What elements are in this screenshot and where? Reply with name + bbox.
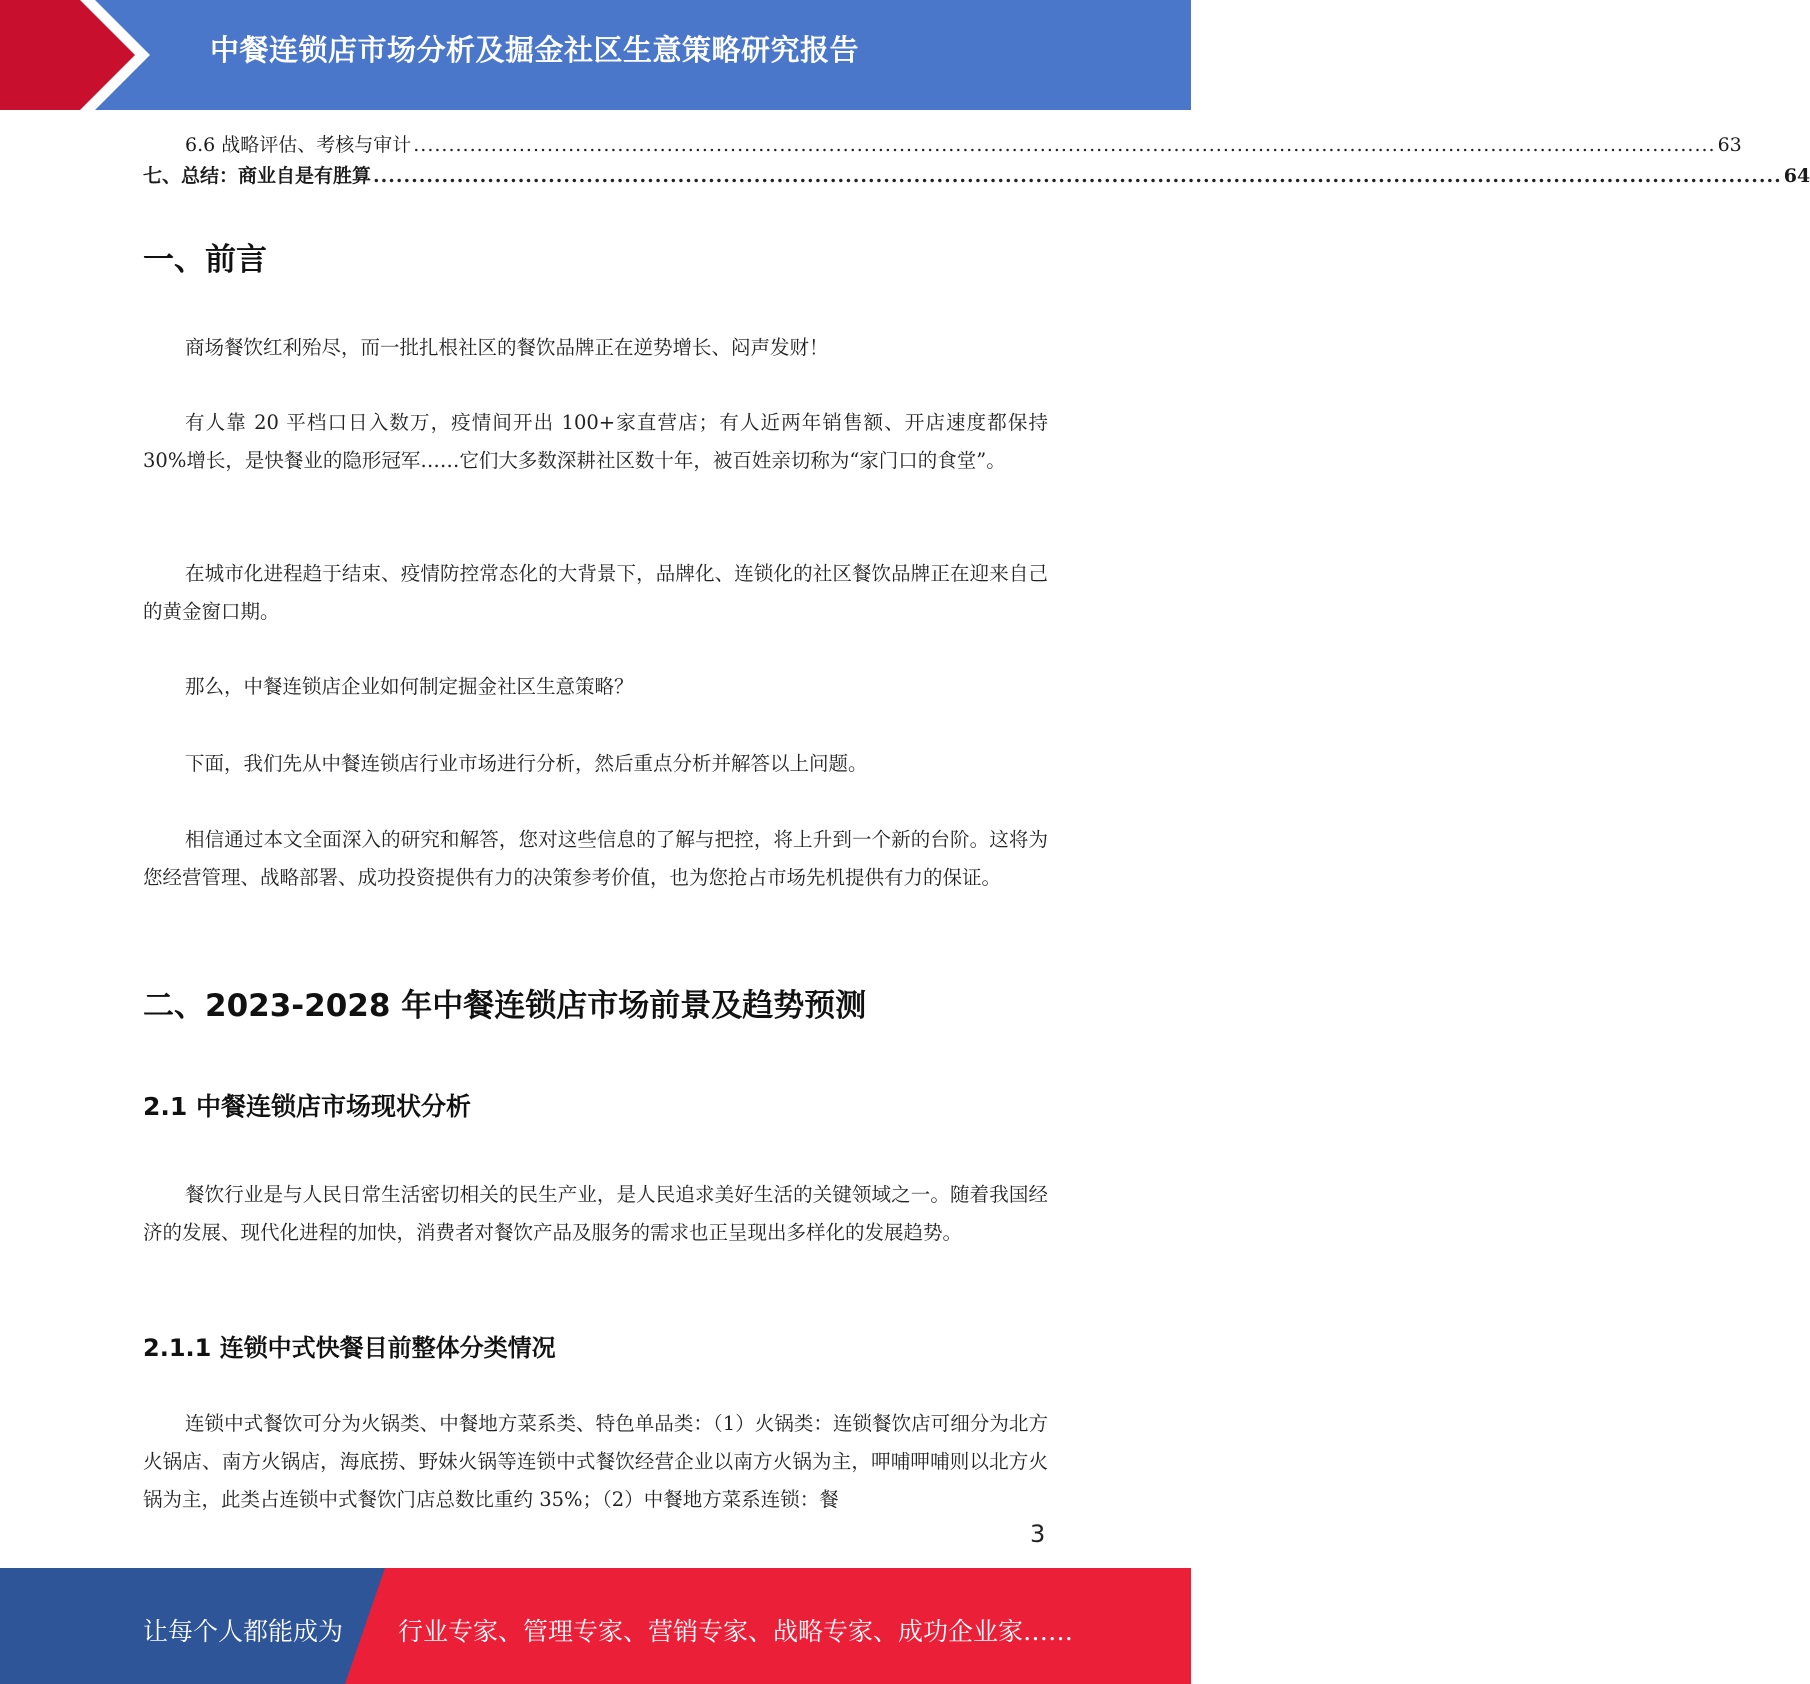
- toc-entry-page: 64: [1783, 165, 1810, 187]
- header-banner: [0, 0, 1191, 110]
- body-paragraph: 餐饮行业是与人民日常生活密切相关的民生产业，是人民追求美好生活的关键领域之一。随着我国经济的发展、现代化进程的加快，消费者对餐饮产品及服务的需求也正呈现出多样化的发展趋势。: [143, 1183, 1048, 1244]
- subsection-heading: 2.1 中餐连锁店市场现状分析: [143, 1092, 471, 1121]
- toc-leader-dots: .........................................................................................................................................................................................: [373, 165, 1782, 187]
- toc-entry[interactable]: [143, 161, 1810, 187]
- section-heading-preface: 一、前言: [143, 242, 267, 278]
- body-paragraph: 连锁中式餐饮可分为火锅类、中餐地方菜系类、特色单品类：（1）火锅类：连锁餐饮店可细分为北方火锅店、南方火锅店，海底捞、野妹火锅等连锁中式餐饮经营企业以南方火锅为主，呷哺呷哺则以北方火锅为主，此类占连锁中式餐饮门店总数比重约 35%；（2）中餐地方菜系连锁：餐: [143, 1412, 1048, 1511]
- section-heading-forecast: 二、2023-2028 年中餐连锁店市场前景及趋势预测: [143, 988, 867, 1024]
- body-paragraph: 相信通过本文全面深入的研究和解答，您对这些信息的了解与把控，将上升到一个新的台阶。这将为您经营管理、战略部署、成功投资提供有力的决策参考价值，也为您抢占市场先机提供有力的保证。: [143, 828, 1048, 889]
- footer-slogan-left: 让每个人都能成为: [143, 1617, 344, 1646]
- body-paragraph: 在城市化进程趋于结束、疫情防控常态化的大背景下，品牌化、连锁化的社区餐饮品牌正在迎来自己的黄金窗口期。: [143, 562, 1048, 623]
- toc-entry-label: 七、总结：商业自是有胜算: [143, 165, 372, 187]
- footer-slogan-right: 行业专家、管理专家、营销专家、战略专家、成功企业家……: [398, 1617, 1074, 1646]
- page-number: 3: [1030, 1520, 1046, 1548]
- body-paragraph: 有人靠 20 平档口日入数万，疫情间开出 100+家直营店；有人近两年销售额、开店速度都保持 30%增长，是快餐业的隐形冠军……它们大多数深耕社区数十年，被百姓亲切称为“家门口的食堂”。: [143, 411, 1048, 472]
- body-paragraph: 下面，我们先从中餐连锁店行业市场进行分析，然后重点分析并解答以上问题。: [185, 752, 868, 775]
- toc-leader-dots: .........................................................................................................................................................................................: [413, 134, 1716, 156]
- body-paragraph: 那么，中餐连锁店企业如何制定掘金社区生意策略？: [185, 675, 634, 698]
- toc-entry-label: 6.6 战略评估、考核与审计: [185, 134, 412, 156]
- toc-entry-page: 63: [1717, 134, 1742, 156]
- toc-entry[interactable]: [185, 130, 1742, 156]
- footer-banner: [0, 1568, 1191, 1684]
- subsubsection-heading: 2.1.1 连锁中式快餐目前整体分类情况: [143, 1334, 556, 1362]
- report-title: 中餐连锁店市场分析及掘金社区生意策略研究报告: [210, 33, 860, 67]
- body-paragraph: 商场餐饮红利殆尽，而一批扎根社区的餐饮品牌正在逆势增长、闷声发财！: [185, 336, 829, 359]
